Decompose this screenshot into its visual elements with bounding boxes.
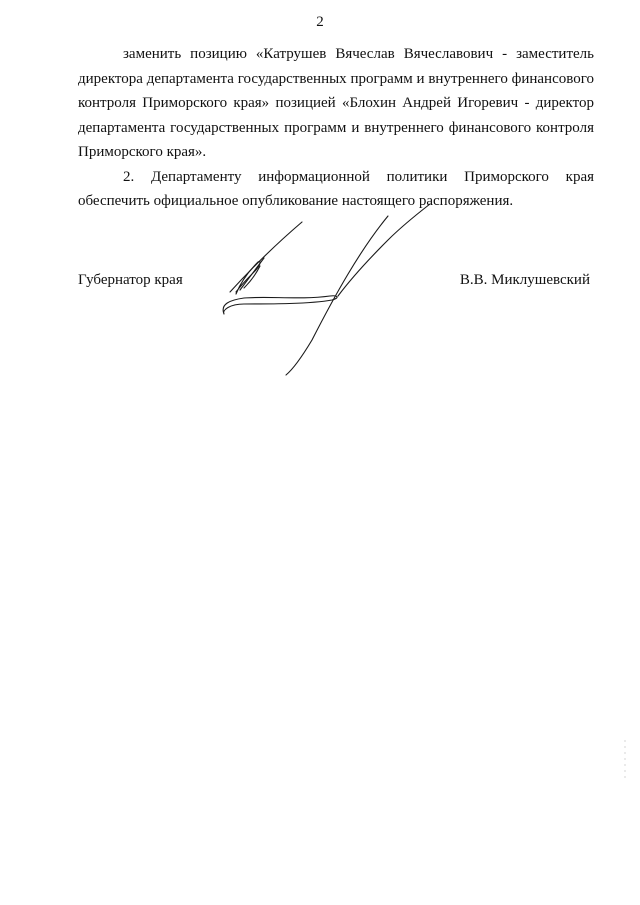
signature-stroke: [240, 258, 264, 290]
signature-stroke: [286, 216, 388, 375]
signer-name: В.В. Миклушевский: [459, 272, 590, 288]
document-body: [78, 42, 594, 214]
signer-title: Губернатор края: [78, 272, 183, 288]
paragraph-replace-position: заменить позицию «Катрушев Вячеслав Вячеславович - заместитель директора департамента государственных программ и внутреннего финансового контроля Приморского края» позицией «Блохин Андрей Игоревич - директор департамента государственных программ и внутреннего финансового контроля Приморского края».: [78, 46, 594, 160]
margin-scan-mark: [624, 740, 626, 780]
signature-stroke: [230, 222, 302, 292]
signature-stroke: [338, 204, 430, 296]
paragraph-publication-order: 2. Департаменту информационной политики Приморского края обеспечить официальное опубликование настоящего распоряжения.: [78, 168, 594, 209]
signature-stroke: [236, 262, 260, 294]
handwritten-signature: [200, 200, 440, 380]
page-number: 2: [316, 14, 324, 30]
signature-stroke: [223, 296, 337, 314]
